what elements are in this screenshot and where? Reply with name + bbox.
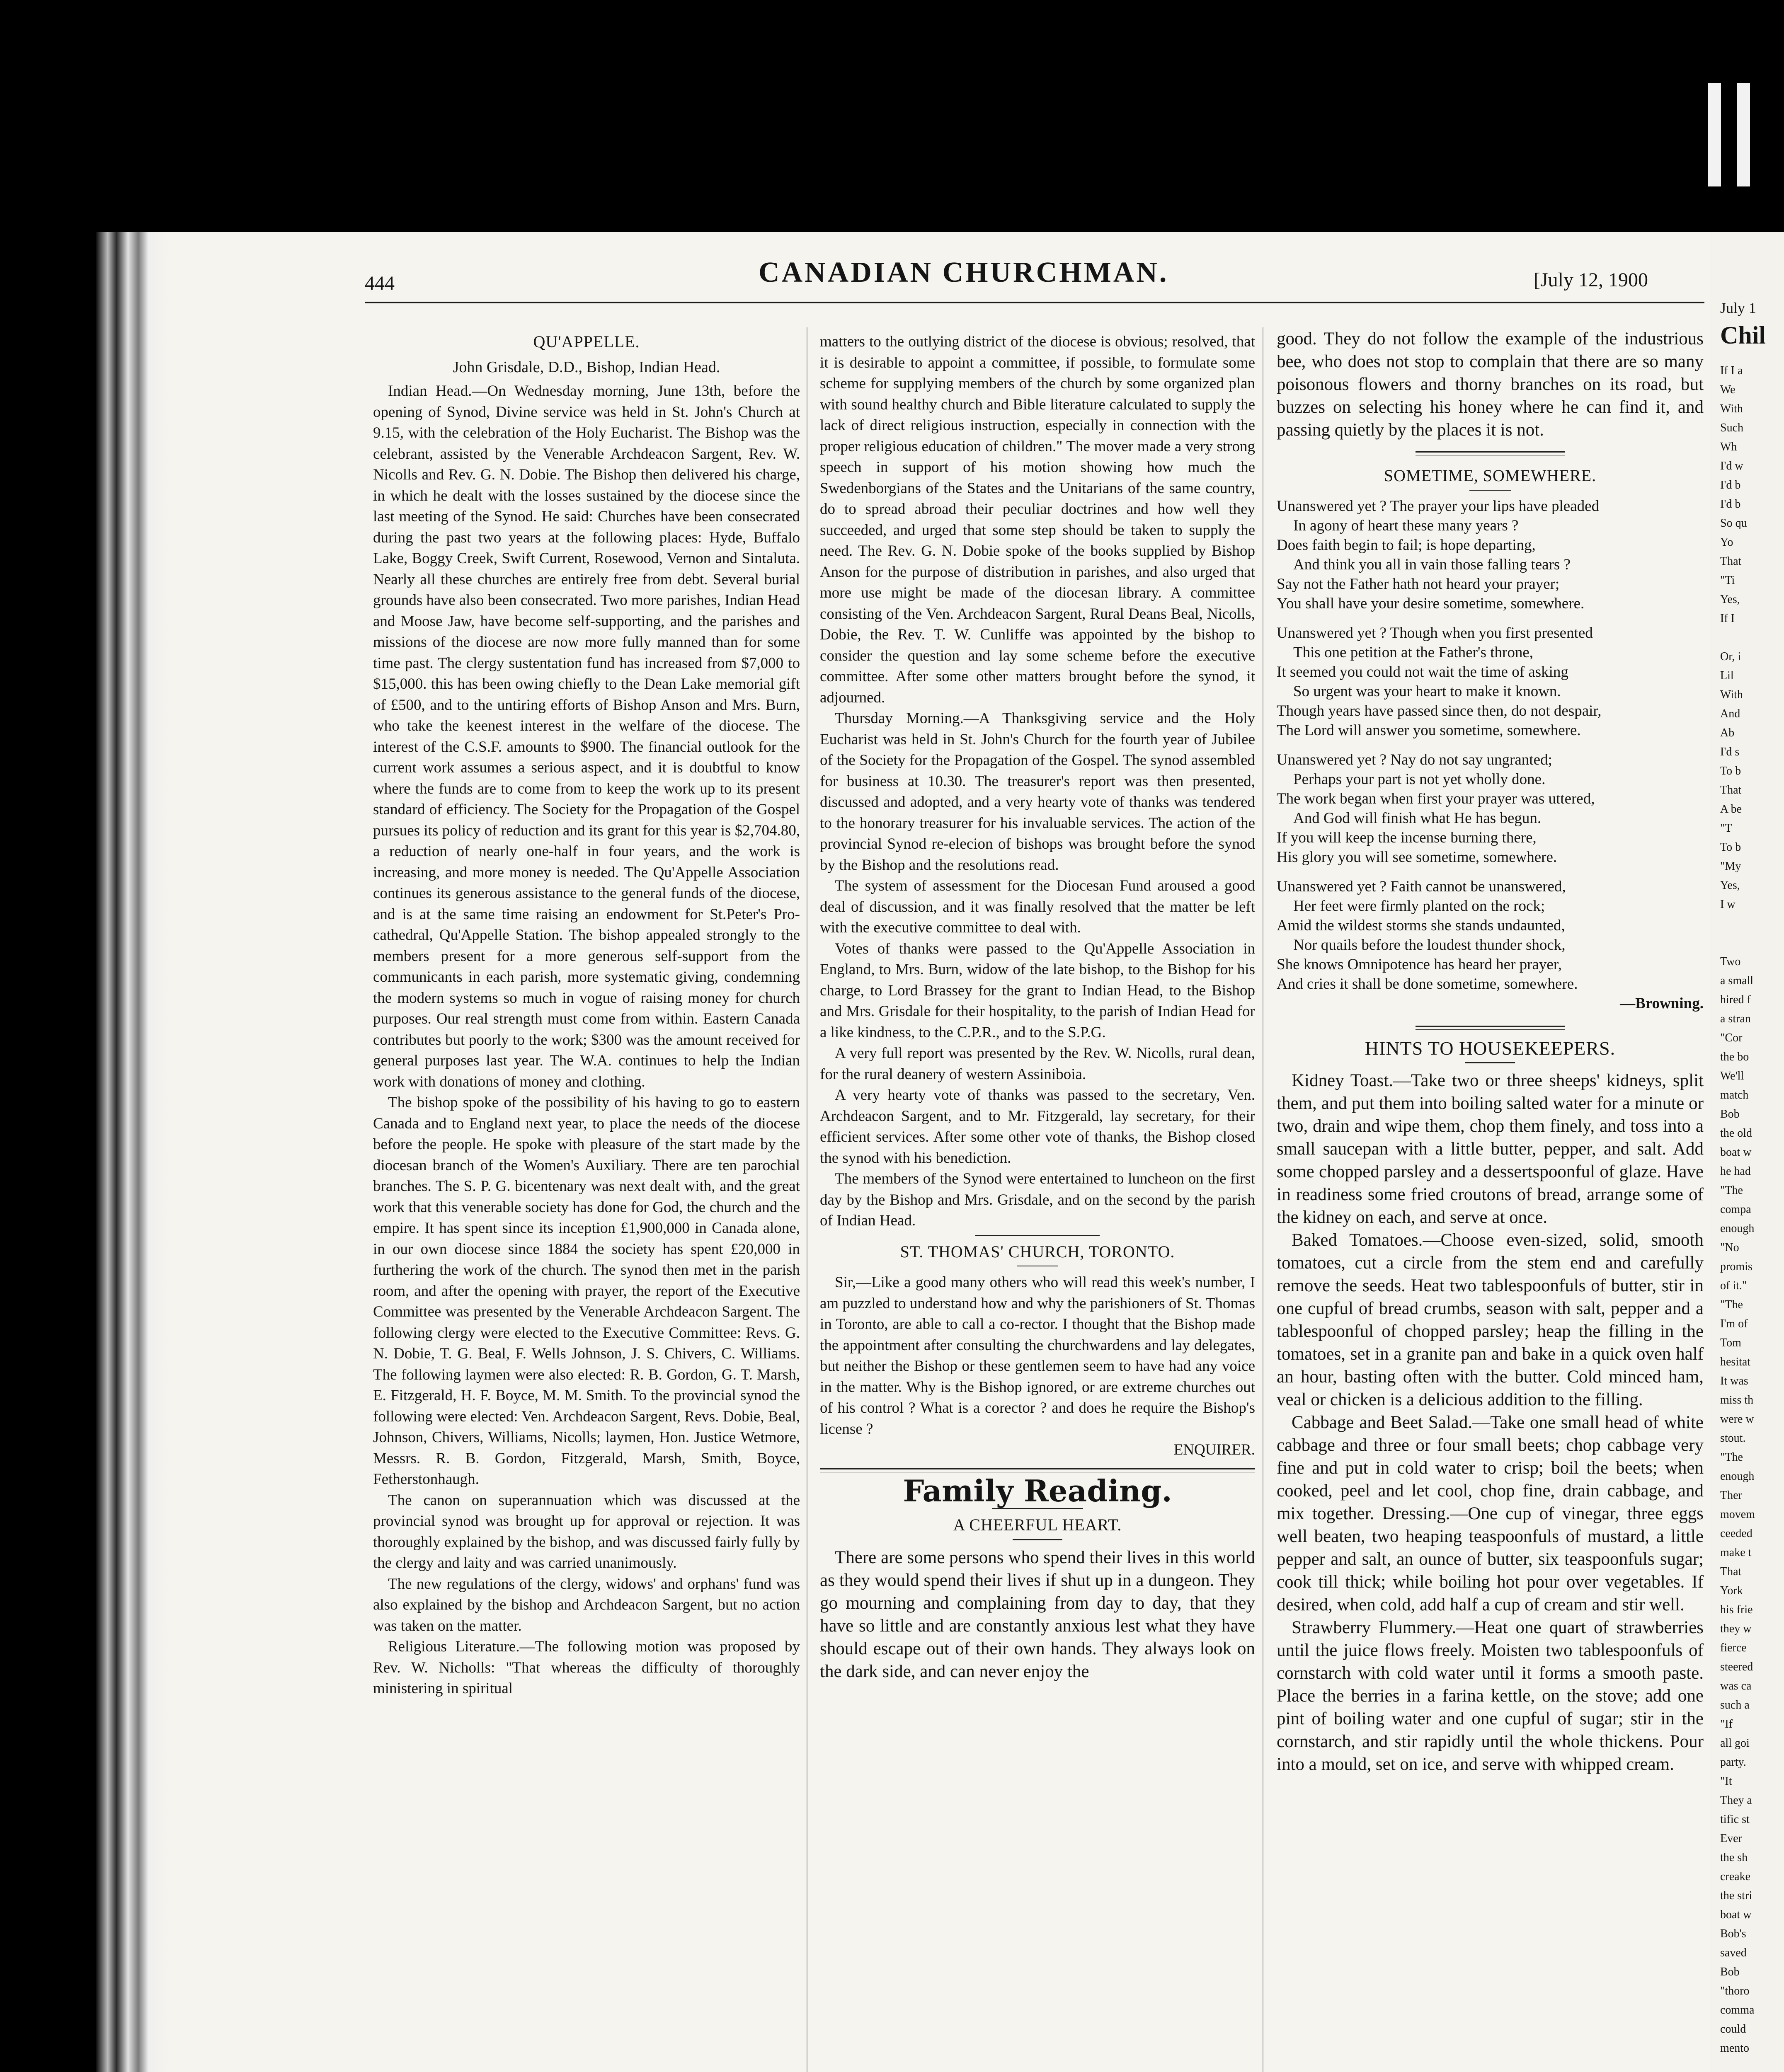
- section-rule: [975, 1235, 1100, 1236]
- next-page-line: of it.": [1720, 1279, 1747, 1292]
- next-page-line: That: [1720, 555, 1742, 568]
- article-subheading: John Grisdale, D.D., Bishop, Indian Head.: [453, 358, 720, 376]
- next-page-line: Or, i: [1720, 650, 1741, 663]
- next-page-line: saved: [1720, 1946, 1747, 1959]
- next-page-line: It was: [1720, 1375, 1748, 1387]
- paragraph: A very hearty vote of thanks was passed to the secretary, Ven. Archdeacon Sargent, and to Mr. Fitzgerald, lay secretary, for their efficient services. After some other vote of thanks, the Bishop closed the synod with his benediction.: [820, 1087, 1255, 1167]
- poem: [1277, 496, 1704, 1013]
- next-page-line: the sh: [1720, 1851, 1748, 1864]
- next-page-line: [1720, 628, 1784, 647]
- next-page-line: A be: [1720, 803, 1742, 816]
- next-page-line: tific st: [1720, 1813, 1750, 1826]
- paragraph: Thursday Morning.—A Thanksgiving service and the Holy Eucharist was held in St. John's Church for the fourth year of Jubilee of the Society for the Propagation of the Gospel. The synod assembled for business at 10.30. The treasurer's report was then presented, discussed and adopted, and a very hearty vote of thanks was tendered to the honorary treasurer for his invaluable services. The action of the provincial Synod re-elecion of bishops was brought before the synod by the Bishop and the resolutions read.: [820, 710, 1255, 874]
- letter-signature: ENQUIRER.: [1173, 1441, 1255, 1458]
- letter-heading: ST. THOMAS' CHURCH, TORONTO.: [900, 1242, 1175, 1261]
- poem-line: You shall have your desire sometime, somewhere.: [1277, 595, 1585, 612]
- paragraph: The system of assessment for the Diocesan Fund aroused a good deal of discussion, and it was finally resolved that the matter be left with the executive committee to deal with.: [820, 877, 1255, 936]
- story-continuation: good. They do not follow the example of the industrious bee, who does not stop to complain that there are so many poisonous flowers and thorny branches on its road, but buzzes on selecting his honey where he can find it, and passing quietly by the places it is not.: [1277, 329, 1704, 440]
- next-page-line: miss th: [1720, 1394, 1754, 1406]
- next-page-line: a small: [1720, 974, 1754, 987]
- next-page-line: his frie: [1720, 1603, 1753, 1616]
- next-page-line: Yes,: [1720, 879, 1740, 892]
- next-page-line: they w: [1720, 1622, 1752, 1635]
- next-page-line: was ca: [1720, 1680, 1752, 1692]
- next-page-line: I'd b: [1720, 498, 1741, 511]
- paragraph: The canon on superannuation which was discussed at the provincial synod was brought up for approval or rejection. It was thoroughly explained by the bishop, and was discussed fairly fully by the clergy and laity and was carried unanimously.: [373, 1491, 800, 1571]
- next-page-line: That: [1720, 1565, 1742, 1578]
- poem-line: Amid the wildest storms she stands undaunted,: [1277, 917, 1565, 934]
- next-page-line: Such: [1720, 421, 1743, 434]
- poem-line: The work began when first your prayer was uttered,: [1277, 790, 1595, 807]
- header-rule: [365, 302, 1704, 303]
- next-page-line: steered: [1720, 1661, 1753, 1673]
- next-page-line: ceeded: [1720, 1527, 1752, 1540]
- next-page-line: Ab: [1720, 726, 1735, 739]
- next-page-line: "thoro: [1720, 1985, 1750, 1997]
- poem-line: It seemed you could not wait the time of asking: [1277, 663, 1568, 680]
- next-page-line: "Ti: [1720, 574, 1735, 587]
- next-page-line: "T: [1720, 822, 1732, 835]
- next-page-line: compa: [1720, 1203, 1751, 1216]
- next-page-line: the old: [1720, 1127, 1752, 1140]
- next-page-line: Wh: [1720, 441, 1737, 453]
- paragraph: The bishop spoke of the possibility of his having to go to eastern Canada and to England next year, to place the needs of the diocese before the people. He spoke with pleasure of the start made by the diocesan branch of the Women's Auxiliary. There are ten parochial branches. The S. P. G. bicentenary was next dealt with, and the great work that this venerable society has done for God, the church and the empire. It has spent since its inception £1,900,000 in Canada alone, in our own diocese since 1884 the society has spent £20,000 in furthering the work of the church. The synod then met in the parish room, and after the opening with prayer, the report of the Executive Committee was presented by the Venerable Archdeacon Sargent. The following clergy were elected to the Executive Committee: Revs. G. N. Dobie, T. G. Beal, F. Wells Johnson, J. S. Chivers, C. Williams. The following laymen were also elected: R. B. Gordon, G. T. Marsh, E. Fitzgerald, H. F. Boyce, M. M. Smith. To the provincial synod the following were elected: Ven. Archdeacon Sargent, Revs. Dobie, Beal, Johnson, Chivers, Williams, Nicolls; laymen, Hon. Justice Wetmore, Messrs. R. B. Gordon, Fitzgerald, Marsh, Smith, Boyce, Fetherstonhaugh.: [373, 1094, 800, 1488]
- next-page-line: I'd w: [1720, 460, 1743, 472]
- poem-line: Her feet were firmly planted on the rock;: [1293, 897, 1545, 915]
- recipe-kidney-toast: Kidney Toast.—Take two or three sheeps' kidneys, split them, and put them into boiling salted water for a minute or two, drain and wipe them, chop them finely, and toss into a small saucepan with a little butter, pepper, and salt. Add some chopped parsley and a dessertspoonful of glaze. Have in readiness some fried croutons of bread, arrange some of the kidney on each, and serve at once.: [1277, 1071, 1704, 1227]
- next-page-line: To b: [1720, 765, 1741, 777]
- paragraph: The members of the Synod were entertained to luncheon on the first day by the Bishop and Mrs. Grisdale, and on the second by the parish of Indian Head.: [820, 1170, 1255, 1229]
- poem-stanza-3: [1277, 750, 1704, 867]
- next-page-line: boat w: [1720, 1908, 1752, 1921]
- poem-stanza-4: [1277, 877, 1704, 994]
- poem-line: Unanswered yet ? Nay do not say ungranted;: [1277, 751, 1552, 768]
- section-rule: [1465, 1062, 1515, 1063]
- next-page-line: fierce: [1720, 1641, 1747, 1654]
- next-page-line: Yo: [1720, 536, 1733, 549]
- next-page-line: a stran: [1720, 1012, 1751, 1025]
- paragraph: Religious Literature.—The following motion was proposed by Rev. W. Nicholls: "That whereas the difficulty of thoroughly ministering in spiritual: [373, 1638, 800, 1697]
- next-page-line: creake: [1720, 1870, 1751, 1883]
- poem-line: Say not the Father hath not heard your prayer;: [1277, 575, 1560, 593]
- next-page-line: "The: [1720, 1451, 1743, 1464]
- next-page-line: We'll: [1720, 1070, 1744, 1082]
- next-page-line: match: [1720, 1089, 1749, 1101]
- next-page-line: stout.: [1720, 1432, 1746, 1445]
- next-page-line: Two: [1720, 955, 1741, 968]
- next-page-line: If I: [1720, 612, 1735, 625]
- paragraph: Indian Head.—On Wednesday morning, June 13th, before the opening of Synod, Divine service was held in St. John's Church at 9.15, with the celebration of the Holy Eucharist. The Bishop was the celebrant, assisted by the Venerable Archdeacon Sargent, Rev. W. Nicolls and Rev. G. N. Dobie. The Bishop then delivered his charge, in which he dealt with the losses sustained by the diocese since the last meeting of the Synod. He said: Churches have been consecrated during the past two years at the following places: Hyde, Buffalo Lake, Boggy Creek, Swift Current, Rosewood, Vernon and Sintaluta. Nearly all these churches are entirely free from debt. Several burial grounds have also been consecrated. Two more parishes, Indian Head and Moose Jaw, have become self-supporting, and the parishes and missions of the diocese are now more fully manned than for some time past. The clergy sustentation fund has increased from $7,000 to $15,000. this has been owing chiefly to the Dean Lake memorial gift of £500, and to the untiring efforts of Bishop Anson and Mrs. Burn, who take the keenest interest in the welfare of the diocese. The interest of the C.S.F. amounts to $900. The financial outlook for the current work assumes a serious aspect, and it is doubtful to know where the funds are to come from to keep the work up to its present standard of efficiency. The Society for the Propagation of the Gospel pursues its policy of reduction and its grant for this year is $2,704.80, a reduction of nearly one-half in four years, and the work is increasing, and more money is needed. The Qu'Appelle Association continues its generous assistance to the general funds of the diocese, and is at the same time raising an endowment for St.Peter's Pro-cathedral, Qu'Appelle Station. The bishop appealed strongly to the members present for a more generous self-support from the communicants in each parish, more systematic giving, condemning the modern systems so much in vogue of raising money for church purposes. Our real strength must come from within. Eastern Canada contributes but poorly to the work; $300 was the amount received for general purposes last year. The W.A. continues to help the Indian work with donations of money and clothing.: [373, 382, 800, 1090]
- next-page-line: Ever: [1720, 1832, 1742, 1845]
- next-page-line: I'm of: [1720, 1317, 1748, 1330]
- poem-stanza-2: [1277, 623, 1704, 740]
- masthead-title: CANADIAN CHURCHMAN.: [759, 257, 1169, 288]
- poem-line: She knows Omnipotence has heard her prayer,: [1277, 956, 1562, 973]
- film-mark-top-left: [1708, 83, 1721, 186]
- poem-line: Unanswered yet ? Though when you first presented: [1277, 624, 1593, 641]
- next-page-line: "It: [1720, 1775, 1732, 1788]
- next-page-line: Bob: [1720, 1108, 1740, 1121]
- recipe-strawberry-flummery: Strawberry Flummery.—Heat one quart of strawberries until the juice flows freely. Moisten two tablespoonfuls of cornstarch with cold water until it forms a smooth paste. Place the berries in a farina kettle, on the stove; add one pint of boiling water and one cupful of sugar; stir in the cornstarch, and stir rapidly until the whole thickens. Pour into a mould, set on ice, and serve with whipped cream.: [1277, 1618, 1704, 1774]
- next-page-line: And: [1720, 707, 1740, 720]
- poem-line: His glory you will see sometime, somewhere.: [1277, 848, 1557, 866]
- next-page-line: hired f: [1720, 993, 1751, 1006]
- poem-line: Perhaps your part is not yet wholly done.: [1293, 770, 1546, 788]
- column-2: [820, 332, 1255, 1683]
- film-mark-top-right: [1737, 83, 1750, 186]
- recipe-baked-tomatoes: Baked Tomatoes.—Choose even-sized, solid, smooth tomatoes, cut a circle from the stem end and carefully remove the seeds. Heat two tablespoonfuls of butter, stir in one cupful of bread crumbs, season with salt, pepper and a tablespoonful of chopped parsley; heap the filling in the tomatoes, set in a granite pan and bake in a quick oven half an hour, basting often with the butter. Cold minced ham, veal or chicken is a delicious addition to the filling.: [1277, 1230, 1704, 1409]
- double-rule: [820, 1468, 1255, 1472]
- next-page-line: all goi: [1720, 1737, 1750, 1750]
- next-page-line: he had: [1720, 1165, 1751, 1178]
- next-page-line: "The: [1720, 1184, 1743, 1197]
- book-gutter-shadow: [96, 232, 169, 2072]
- hints-heading: HINTS TO HOUSEKEEPERS.: [1365, 1037, 1616, 1059]
- next-page-line: Tom: [1720, 1336, 1741, 1349]
- story-heading: A CHEERFUL HEART.: [953, 1515, 1122, 1534]
- issue-date: [July 12, 1900: [1534, 269, 1648, 291]
- next-page-line: such a: [1720, 1699, 1750, 1711]
- poem-heading: SOMETIME, SOMEWHERE.: [1384, 466, 1597, 485]
- next-page-title: Chil: [1720, 322, 1766, 349]
- next-page-line: enough: [1720, 1470, 1755, 1483]
- next-page-line: With: [1720, 402, 1743, 415]
- next-page-line: the bo: [1720, 1051, 1749, 1063]
- paragraph: matters to the outlying district of the diocese is obvious; resolved, that it is desirable to appoint a committee, if possible, to formulate some scheme for supplying members of the church by some organized plan with sound healthy church and Bible literature calculated to supply the lack of direct religious instruction, especially in connection with the proper religious education of children." The mover made a very strong speech in support of his motion showing how much the Swedenborgians of the States and the Unitarians of the same country, do to spread abroad their peculiar doctrines and how well they succeeded, and urged that some step should be taken to supply the need. The Rev. G. N. Dobie spoke of the books supplied by Bishop Anson for the purpose of distribution in parishes, and also urged that more use might be made of the diocesan library. A committee consisting of the Ven. Archdeacon Sargent, Rural Deans Beal, Nicolls, Dobie, the Rev. T. W. Cunliffe was appointed by the bishop to consider the question and lay some scheme before the executive committee. After some other matters brought before the synod, it adjourned.: [820, 333, 1255, 706]
- section-rule: [1469, 490, 1511, 491]
- next-page-line: movem: [1720, 1508, 1755, 1521]
- poem-line: This one petition at the Father's throne,: [1293, 644, 1534, 661]
- next-page-line: With: [1720, 688, 1743, 701]
- column-3: [1277, 327, 1704, 1776]
- poem-stanza-1: [1277, 496, 1704, 613]
- poem-line: Though years have passed since then, do not despair,: [1277, 702, 1602, 719]
- poem-author: —Browning.: [1620, 995, 1704, 1012]
- next-page-line: [1720, 933, 1784, 952]
- next-page-line: the stri: [1720, 1889, 1752, 1902]
- poem-line: Unanswered yet ? The prayer your lips have pleaded: [1277, 497, 1600, 515]
- next-page-lines: [1720, 361, 1784, 2058]
- next-page-header: July 1: [1720, 300, 1757, 316]
- next-page-line: If I a: [1720, 364, 1743, 377]
- article-heading-quappelle: QU'APPELLE.: [533, 332, 640, 351]
- next-page-line: Ther: [1720, 1489, 1742, 1502]
- next-page-line: make t: [1720, 1546, 1752, 1559]
- poem-line: And think you all in vain those falling tears ?: [1293, 556, 1571, 573]
- recipe-cabbage-beet-salad: Cabbage and Beet Salad.—Take one small head of white cabbage and three or four small beets; chop cabbage very fine and put in cold water to crisp; boil the beets; when cooked, peel and let cool, chop fine, drain cabbage, and mix together. Dressing.—One cup of vinegar, three eggs well beaten, two heaping teaspoonfuls of mustard, a little pepper and salt, an ounce of butter, six teaspoonfuls sugar; cook till thick; while boiling hot pour over vegetables. If desired, when cold, add half a cup of cream and stir well.: [1277, 1413, 1704, 1615]
- letter-text: Sir,—Like a good many others who will read this week's number, I am puzzled to understand how and why the parishioners of St. Thomas in Toronto, are able to call a co-rector. I thought that the Bishop made the appointment after consulting the churchwardens and lay delegates, but neither the Bishop or these gentlemen seem to have had any voice in the matter. Why is the Bishop ignored, or are extreme churches out of his control ? What is a corector ? and does he require the Bishop's license ?: [820, 1274, 1255, 1438]
- poem-line: The Lord will answer you sometime, somewhere.: [1277, 721, 1581, 739]
- next-page-line: were w: [1720, 1413, 1754, 1426]
- next-page-line: party.: [1720, 1756, 1746, 1769]
- next-page-line: "If: [1720, 1718, 1733, 1731]
- page-number: 444: [365, 272, 395, 294]
- next-page-line: Lil: [1720, 669, 1734, 682]
- next-page-line: They a: [1720, 1794, 1752, 1807]
- poem-line: In agony of heart these many years ?: [1293, 517, 1519, 534]
- next-page-line: "No: [1720, 1241, 1739, 1254]
- next-page-line: We: [1720, 383, 1736, 396]
- poem-line: Nor quails before the loudest thunder shock,: [1293, 936, 1566, 954]
- next-page-line: Yes,: [1720, 593, 1740, 606]
- next-page-line: enough: [1720, 1222, 1755, 1235]
- next-page-line: I'd b: [1720, 479, 1741, 491]
- next-page-line: comma: [1720, 2004, 1755, 2016]
- poem-line: If you will keep the incense burning there,: [1277, 829, 1537, 846]
- next-page-line: Bob's: [1720, 1927, 1746, 1940]
- section-title-family-reading: Family Reading.: [903, 1473, 1172, 1508]
- poem-line: And God will finish what He has begun.: [1293, 809, 1542, 827]
- next-page-line: [1720, 914, 1784, 933]
- next-page-line: Bob: [1720, 1965, 1740, 1978]
- next-page-line: hesitat: [1720, 1356, 1751, 1368]
- next-page-line: promis: [1720, 1260, 1752, 1273]
- paragraph: A very full report was presented by the Rev. W. Nicolls, rural dean, for the rural deanery of western Assiniboia.: [820, 1045, 1255, 1083]
- next-page-line: That: [1720, 784, 1742, 796]
- paragraph: Votes of thanks were passed to the Qu'Appelle Association in England, to Mrs. Burn, widow of the late bishop, to the Bishop for his charge, to Lord Brassey for the grant to Indian Head, to the Bishop and Mrs. Grisdale for their hospitality, to the parish of Indian Head for a like kindness, to the C.P.R., and to the S.P.G.: [820, 940, 1255, 1041]
- section-rule: [1013, 1539, 1062, 1540]
- next-page-line: So qu: [1720, 517, 1747, 530]
- next-page-line: mento: [1720, 2042, 1749, 2055]
- double-rule: [1416, 1026, 1565, 1030]
- poem-line: So urgent was your heart to make it known.: [1293, 683, 1561, 700]
- paragraph: The new regulations of the clergy, widows' and orphans' fund was also explained by the bishop and Archdeacon Sargent, but no action was taken on the matter.: [373, 1575, 800, 1634]
- column-1: [373, 332, 800, 1699]
- poem-line: And cries it shall be done sometime, somewhere.: [1277, 975, 1578, 992]
- next-page-fragment: [1720, 298, 1784, 2072]
- poem-line: Does faith begin to fail; is hope departing,: [1277, 536, 1536, 554]
- next-page-line: could: [1720, 2023, 1746, 2036]
- story-text: There are some persons who spend their lives in this world as they would spend their lives if shut up in a dungeon. They go mourning and complaining from day to day, that they have so little and are constantly anxious lest what they have should escape out of their own hands. They always look on the dark side, and can never enjoy the: [820, 1547, 1255, 1681]
- next-page-line: I'd s: [1720, 746, 1740, 758]
- double-rule: [1416, 451, 1565, 455]
- next-page-line: To b: [1720, 841, 1741, 854]
- next-page-line: "Cor: [1720, 1031, 1743, 1044]
- next-page-line: York: [1720, 1584, 1743, 1597]
- next-page-line: boat w: [1720, 1146, 1752, 1159]
- next-page-line: "My: [1720, 860, 1741, 873]
- next-page-line: "The: [1720, 1298, 1743, 1311]
- next-page-line: I w: [1720, 898, 1736, 911]
- poem-line: Unanswered yet ? Faith cannot be unanswered,: [1277, 878, 1566, 895]
